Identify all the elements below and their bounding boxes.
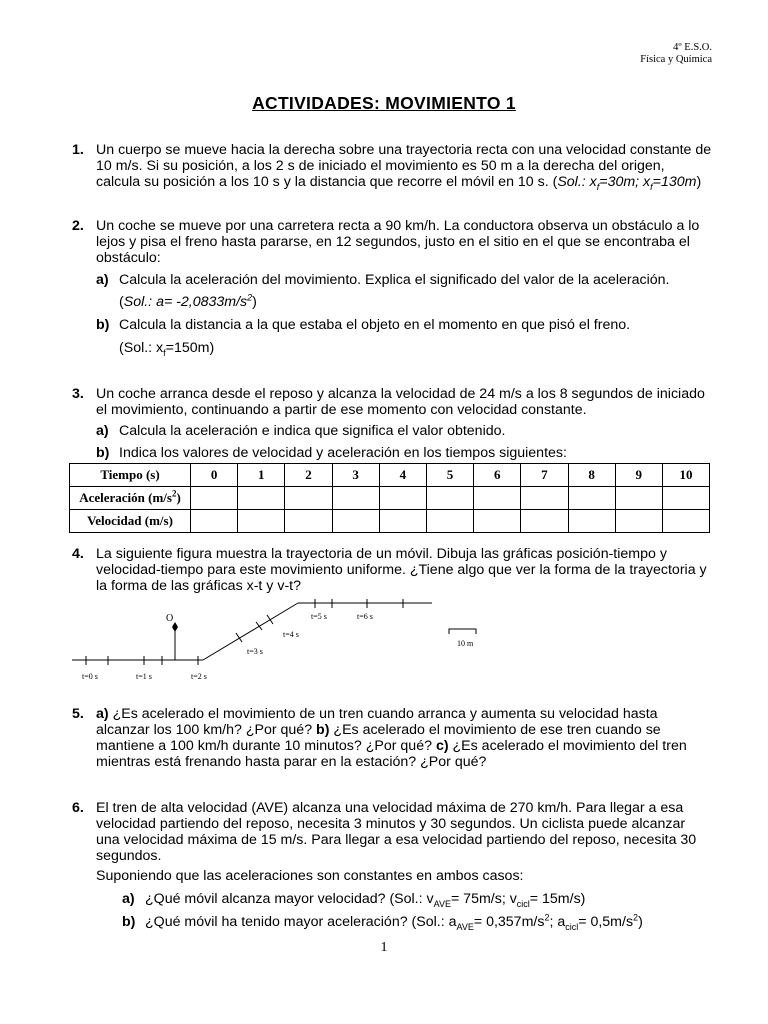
q6-line-3: una velocidad máxima de 15 m/s. Para llegar a esa velocidad partiendo del reposo, necesita 30 — [96, 832, 697, 848]
q6-b-label: b) — [122, 914, 136, 930]
q1-sol-b: =30m; x — [599, 174, 651, 190]
label-t2: t=2 s — [191, 672, 207, 681]
q2-a-sol-open: ( — [119, 294, 124, 310]
q5-number: 5. — [72, 706, 84, 722]
q5-line-1 — [96, 706, 714, 722]
q6-part-a — [122, 891, 585, 907]
q6-b-end: ) — [638, 914, 643, 930]
header-subject: Física y Química — [640, 54, 712, 65]
table-cell-time: 1 — [238, 464, 285, 487]
q4-line-3: la forma de las gráficas x-t y v-t? — [96, 578, 301, 594]
table-cell-empty[interactable] — [615, 487, 662, 510]
q6-line-5: Suponiendo que las aceleraciones son constantes en ambos casos: — [96, 868, 524, 884]
table-row-velocity — [70, 510, 710, 533]
q5-label-c: c) — [435, 738, 449, 754]
table-cell-time: 4 — [379, 464, 426, 487]
q5-line-3 — [96, 738, 714, 754]
origin-label: O — [166, 613, 174, 624]
table-cell-empty[interactable] — [474, 487, 521, 510]
q6-a-end: = 15m/s) — [529, 891, 586, 907]
q2-a-text: Calcula la aceleración del movimiento. Explica el significado del valor de la aceleración. — [119, 272, 670, 288]
q4-number: 4. — [72, 546, 84, 562]
q1-line-3-text: calcula su posición a los 10 s y la distancia que recorre el móvil en 10 s. ( — [96, 174, 558, 190]
table-cell-empty[interactable] — [332, 510, 379, 533]
table-cell-empty[interactable] — [568, 487, 615, 510]
q3-a-label: a) — [96, 423, 109, 439]
table-cell-time: 0 — [191, 464, 238, 487]
q6-part-b — [122, 914, 643, 930]
q6-a-sub1: AVE — [433, 898, 451, 909]
q6-a-text: ¿Qué móvil alcanza mayor velocidad? (Sol.: v — [145, 891, 434, 907]
table-cell-time: 5 — [426, 464, 473, 487]
q1-line-3 — [96, 174, 714, 190]
table-cell-empty[interactable] — [521, 487, 568, 510]
q2-a-label: a) — [96, 272, 109, 288]
q5-line-3-c: ¿Es acelerado el movimiento del tren — [452, 738, 687, 754]
q1-sol-sub2: f — [650, 181, 653, 192]
q6-b-sub1: AVE — [456, 921, 474, 932]
q4-line-2: velocidad-tiempo para este movimiento uniforme. ¿Tiene algo que ver la forma de la trayectoria y — [96, 562, 707, 578]
q6-line-2: velocidad partiendo del reposo, necesita 3 minutos y 30 segundos. Un ciclista puede alcanzar — [96, 816, 686, 832]
label-t6: t=6 s — [357, 612, 373, 621]
q1-close: ) — [696, 174, 702, 190]
q2-line-2: lejos y pisa el freno hasta pararse, en 12 segundos, justo en el sitio en el que se encontraba el — [96, 234, 690, 250]
q6-b-sup1: 2 — [544, 912, 550, 923]
q2-a-solution — [119, 294, 257, 310]
table-cell-empty[interactable] — [379, 510, 426, 533]
table-cell-empty[interactable] — [238, 487, 285, 510]
q5-line-2 — [96, 722, 714, 738]
q5-label-b: b) — [316, 722, 330, 738]
accel-head-close: ) — [176, 490, 181, 505]
label-t1: t=1 s — [136, 672, 152, 681]
accel-head-text: Aceleración (m/s — [79, 490, 172, 505]
table-cell-time: 9 — [615, 464, 662, 487]
q5-line-3-a: mantiene a 100 km/h durante 10 minutos? ¿Por qué? — [96, 738, 432, 754]
q6-a-sub2: cicl — [516, 898, 530, 909]
q3-a-text: Calcula la aceleración e indica que significa el valor obtenido. — [119, 423, 506, 439]
table-cell-time: 10 — [662, 464, 709, 487]
table-cell-time: 6 — [474, 464, 521, 487]
label-t0: t=0 s — [82, 672, 98, 681]
q2-b-sol-b: =150m) — [165, 340, 215, 356]
trajectory-figure — [70, 598, 490, 690]
q6-b-text: ¿Qué móvil ha tenido mayor aceleración? (Sol.: a — [145, 914, 457, 930]
q3-number: 3. — [72, 386, 84, 402]
label-t3: t=3 s — [247, 647, 263, 656]
q5-label-a: a) — [96, 706, 109, 722]
table-head-velocity: Velocidad (m/s) — [70, 510, 191, 533]
label-t4: t=4 s — [283, 630, 299, 639]
table-cell-empty[interactable] — [426, 487, 473, 510]
q1-solution — [557, 174, 696, 190]
q6-a-label: a) — [122, 891, 135, 907]
q2-b-solution — [119, 340, 214, 356]
label-t5: t=5 s — [311, 612, 327, 621]
table-cell-empty[interactable] — [521, 510, 568, 533]
table-cell-empty[interactable] — [238, 510, 285, 533]
table-cell-empty[interactable] — [662, 510, 709, 533]
q2-part-a — [96, 272, 669, 288]
q6-line-1: El tren de alta velocidad (AVE) alcanza una velocidad máxima de 270 km/h. Para llegar a esa — [96, 800, 684, 816]
header-course: 4º E.S.O. — [673, 42, 712, 53]
table-cell-empty[interactable] — [285, 487, 332, 510]
table-cell-time: 3 — [332, 464, 379, 487]
q3-b-label: b) — [96, 445, 110, 461]
page-header — [640, 42, 712, 66]
q3-b-text: Indica los valores de velocidad y aceleración en los tiempos siguientes: — [119, 445, 567, 461]
q1-sol-c: =130m — [652, 174, 697, 190]
table-cell-empty[interactable] — [426, 510, 473, 533]
q5-line-2-a: alcanzar los 100 km/h? ¿Por qué? — [96, 722, 313, 738]
q4-line-1: La siguiente figura muestra la trayectoria de un móvil. Dibuja las gráficas posición-tiempo y — [96, 546, 667, 562]
q1-number: 1. — [72, 142, 84, 158]
q6-b-mid: = 0,357m/s — [473, 914, 545, 930]
q1-line-1: Un cuerpo se mueve hacia la derecha sobre una trayectoria recta con una velocidad constante de — [96, 142, 712, 158]
table-cell-time: 2 — [285, 464, 332, 487]
q3-table — [69, 463, 710, 533]
q2-number: 2. — [72, 218, 84, 234]
table-row-time — [70, 464, 710, 487]
table-cell-time: 7 — [521, 464, 568, 487]
q2-b-sol-a: (Sol.: x — [119, 340, 164, 356]
scale-bar — [449, 629, 476, 634]
q1-line-2: 10 m/s. Si su posición, a los 2 s de iniciado el movimiento es 50 m a la derecha del origen, — [96, 158, 665, 174]
accel-head-sup: 2 — [171, 488, 177, 499]
q1-sol-sub1: f — [596, 181, 600, 192]
q1-sol-a: Sol.: x — [557, 174, 597, 190]
q6-a-mid: = 75m/s; v — [450, 891, 517, 907]
q2-a-sol-close: ) — [252, 294, 257, 310]
q6-line-4: segundos. — [96, 848, 162, 864]
q6-b-mid2: ; a — [549, 914, 566, 930]
table-cell-empty[interactable] — [285, 510, 332, 533]
q2-line-1: Un coche se mueve por una carretera recta a 90 km/h. La conductora observa un obstáculo a lo — [96, 218, 700, 234]
q5-line-1-text: ¿Es acelerado el movimiento de un tren cuando arranca y aumenta su velocidad hasta — [112, 706, 658, 722]
q2-b-sol-sub: f — [163, 347, 166, 358]
page-number: 1 — [380, 940, 388, 955]
q2-b-text: Calcula la distancia a la que estaba el objeto en el momento en que pisó el freno. — [119, 317, 631, 333]
table-cell-empty[interactable] — [474, 510, 521, 533]
table-head-acceleration — [70, 487, 191, 510]
q6-b-sup2: 2 — [633, 912, 639, 923]
page-title: ACTIVIDADES: MOVIMIENTO 1 — [252, 93, 516, 113]
table-cell-empty[interactable] — [615, 510, 662, 533]
q2-part-b — [96, 317, 630, 333]
q3-line-2: el movimiento, continuando a partir de ese momento con velocidad constante. — [96, 402, 587, 418]
scale-label: 10 m — [457, 639, 474, 648]
q5-line-4: mientras está frenando hasta parar en la estación? ¿Por qué? — [96, 754, 487, 770]
q3-part-b — [96, 445, 567, 461]
table-cell-empty[interactable] — [568, 510, 615, 533]
q2-b-label: b) — [96, 317, 110, 333]
q3-line-1: Un coche arranca desde el reposo y alcanza la velocidad de 24 m/s a los 8 segundos de iniciado — [96, 386, 705, 402]
q6-b-sub2: cicl — [565, 921, 579, 932]
table-cell-empty[interactable] — [191, 487, 238, 510]
table-cell-empty[interactable] — [379, 487, 426, 510]
q2-a-sol: Sol.: a= -2,0833m/s — [123, 294, 248, 310]
q5-line-2-c: ¿Es acelerado el movimiento de ese tren cuando se — [333, 722, 661, 738]
q3-part-a — [96, 423, 505, 439]
q6-number: 6. — [72, 800, 84, 816]
q2-a-sol-sup: 2 — [247, 292, 253, 303]
table-cell-empty[interactable] — [662, 487, 709, 510]
q2-line-3: obstáculo: — [96, 250, 161, 266]
table-cell-time: 8 — [568, 464, 615, 487]
table-cell-empty[interactable] — [332, 487, 379, 510]
table-cell-empty[interactable] — [191, 510, 238, 533]
table-row-acceleration — [70, 487, 710, 510]
table-head-time: Tiempo (s) — [70, 464, 191, 487]
q6-b-mid3: = 0,5m/s — [578, 914, 634, 930]
